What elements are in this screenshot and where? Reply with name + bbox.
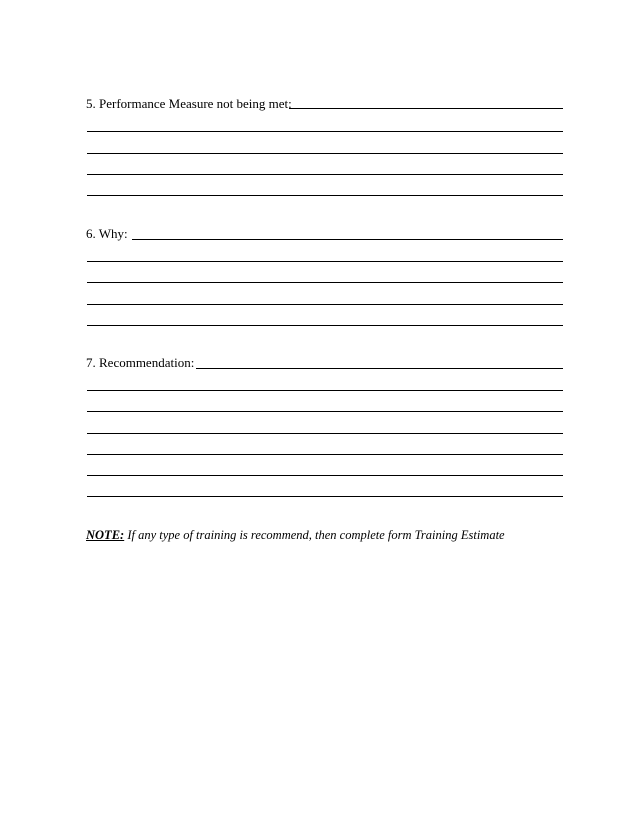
question-5-answer-line[interactable]: [289, 108, 563, 109]
question-7-answer-line[interactable]: [196, 368, 563, 369]
question-7-rule-3[interactable]: [87, 433, 563, 434]
question-6-rule-1[interactable]: [87, 261, 563, 262]
question-5-rule-2[interactable]: [87, 153, 563, 154]
question-7-rule-4[interactable]: [87, 454, 563, 455]
question-5-rule-3[interactable]: [87, 174, 563, 175]
question-5-rule-4[interactable]: [87, 195, 563, 196]
note-text: If any type of training is recommend, then complete form Training Estimate: [124, 528, 505, 542]
note-paragraph: [86, 527, 505, 543]
question-6-answer-line[interactable]: [132, 239, 563, 240]
question-7-rule-2[interactable]: [87, 411, 563, 412]
question-7-rule-1[interactable]: [87, 390, 563, 391]
question-7-rule-6[interactable]: [87, 496, 563, 497]
question-7-rule-5[interactable]: [87, 475, 563, 476]
question-6-rule-2[interactable]: [87, 282, 563, 283]
question-6-rule-4[interactable]: [87, 325, 563, 326]
question-7-label: 7. Recommendation:: [86, 355, 195, 370]
question-6-rule-3[interactable]: [87, 304, 563, 305]
note-label: NOTE:: [86, 528, 125, 542]
question-5-rule-1[interactable]: [87, 131, 563, 132]
question-6-label: 6. Why:: [86, 226, 128, 241]
question-5-label: 5. Performance Measure not being met:: [86, 96, 292, 111]
